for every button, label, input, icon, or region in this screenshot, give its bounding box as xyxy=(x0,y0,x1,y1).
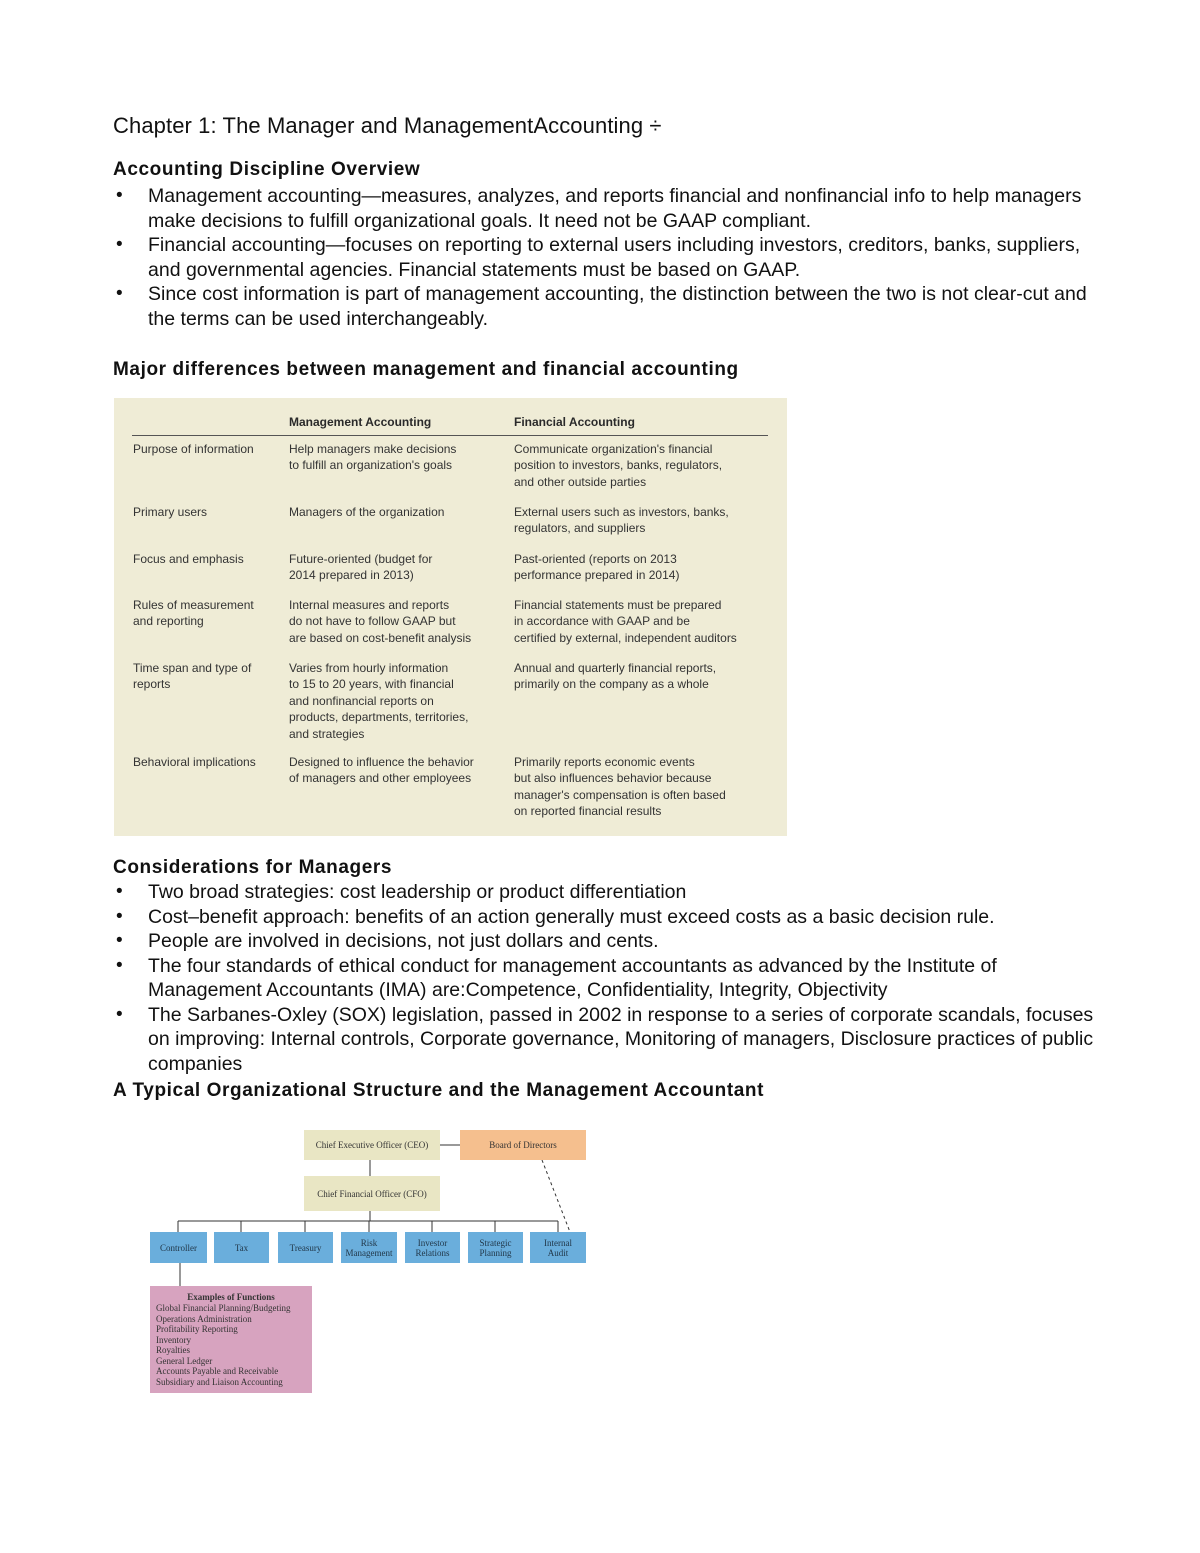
management-cell: Internal measures and reports do not have to follow GAAP but are based on cost-benefit analysis xyxy=(289,598,472,645)
row-label: Time span and type of reports xyxy=(133,661,252,692)
dept-treasury: Treasury xyxy=(278,1232,333,1263)
column-header-financial: Financial Accounting xyxy=(514,415,635,429)
org-chart xyxy=(140,1120,600,1410)
list-item: • Two broad strategies: cost leadership or product differentiation xyxy=(113,880,1103,905)
overview-list xyxy=(113,184,1103,331)
comparison-table xyxy=(114,398,787,836)
row-label: Rules of measurement and reporting xyxy=(133,598,254,629)
dept-internal-audit: Internal Audit xyxy=(530,1232,586,1263)
header-divider xyxy=(132,435,768,436)
considerations-list xyxy=(113,880,1103,1076)
dept-tax: Tax xyxy=(214,1232,269,1263)
management-cell: Managers of the organization xyxy=(289,505,445,519)
management-cell: Help managers make decisions to fulfill an organization's goals xyxy=(289,442,457,473)
functions-box xyxy=(150,1286,312,1393)
ceo-box: Chief Executive Officer (CEO) xyxy=(304,1130,440,1160)
function-item: Accounts Payable and Receivable xyxy=(156,1366,279,1376)
function-item: Global Financial Planning/Budgeting xyxy=(156,1303,291,1313)
list-item: • Cost–benefit approach: benefits of an action generally must exceed costs as a basic decision rule. xyxy=(113,905,1103,930)
column-header-management: Management Accounting xyxy=(289,415,432,429)
function-item: Subsidiary and Liaison Accounting xyxy=(156,1376,283,1387)
overview-heading: Accounting Discipline Overview xyxy=(113,159,421,180)
function-item: General Ledger xyxy=(156,1355,213,1366)
financial-cell: Financial statements must be prepared in accordance with GAAP and be certified by external, independent auditors xyxy=(514,598,737,645)
management-cell: Designed to influence the behavior of managers and other employees xyxy=(289,755,474,786)
list-item: • Financial accounting—focuses on reporting to external users including investors, creditors, banks, suppliers, and governmental agencies. Financial statements must be based on GAAP. xyxy=(113,233,1103,282)
function-item: Royalties xyxy=(156,1345,190,1355)
financial-cell: Communicate organization's financial position to investors, banks, regulators, and other outside parties xyxy=(514,442,723,489)
page-title: Chapter 1: The Manager and ManagementAccounting ÷ xyxy=(113,113,662,138)
considerations-heading: Considerations for Managers xyxy=(113,857,393,878)
org-heading: A Typical Organizational Structure and the Management Accountant xyxy=(113,1080,765,1101)
list-item: • Management accounting—measures, analyzes, and reports financial and nonfinancial info to help managers make decisions to fulfill organizational goals. It need not be GAAP compliant. xyxy=(113,184,1103,233)
row-label: Behavioral implications xyxy=(133,755,256,769)
financial-cell: Annual and quarterly financial reports, primarily on the company as a whole xyxy=(514,661,717,692)
function-item: Inventory xyxy=(156,1334,191,1345)
dept-risk-management: Risk Management xyxy=(341,1232,397,1263)
management-cell: Varies from hourly information to 15 to 20 years, with financial and nonfinancial reports on products, departments, territories, and strategies xyxy=(289,661,469,741)
board-box: Board of Directors xyxy=(460,1130,586,1160)
dept-investor-relations: Investor Relations xyxy=(405,1232,460,1263)
list-item: • Since cost information is part of management accounting, the distinction between the two is not clear-cut and the terms can be used interchangeably. xyxy=(113,282,1103,331)
differences-heading: Major differences between management and financial accounting xyxy=(113,359,739,380)
dept-controller: Controller xyxy=(150,1232,207,1263)
function-item: Operations Administration xyxy=(156,1313,252,1324)
functions-title: Examples of Functions xyxy=(187,1292,275,1302)
cfo-box: Chief Financial Officer (CFO) xyxy=(304,1176,440,1211)
row-label: Primary users xyxy=(133,505,208,519)
list-item: • The Sarbanes-Oxley (SOX) legislation, passed in 2002 in response to a series of corporate scandals, focuses on improving: Internal controls, Corporate governance, Monitoring of managers, Disclosure practices of public companies xyxy=(113,1003,1103,1077)
financial-cell: External users such as investors, banks, regulators, and suppliers xyxy=(514,505,729,536)
management-cell: Future-oriented (budget for 2014 prepared in 2013) xyxy=(289,552,433,583)
financial-cell: Primarily reports economic events but also influences behavior because manager's compensation is often based on reported financial results xyxy=(514,755,726,819)
list-item: • The four standards of ethical conduct for management accountants as advanced by the Institute of Management Accountants (IMA) are:Competence, Confidentiality, Integrity, Objectivity xyxy=(113,954,1103,1003)
dept-strategic-planning: Strategic Planning xyxy=(468,1232,523,1263)
financial-cell: Past-oriented (reports on 2013 performance prepared in 2014) xyxy=(514,552,680,583)
list-item: • People are involved in decisions, not just dollars and cents. xyxy=(113,929,1103,954)
function-item: Profitability Reporting xyxy=(156,1324,238,1334)
row-label: Purpose of information xyxy=(133,442,254,456)
row-label: Focus and emphasis xyxy=(133,552,244,566)
